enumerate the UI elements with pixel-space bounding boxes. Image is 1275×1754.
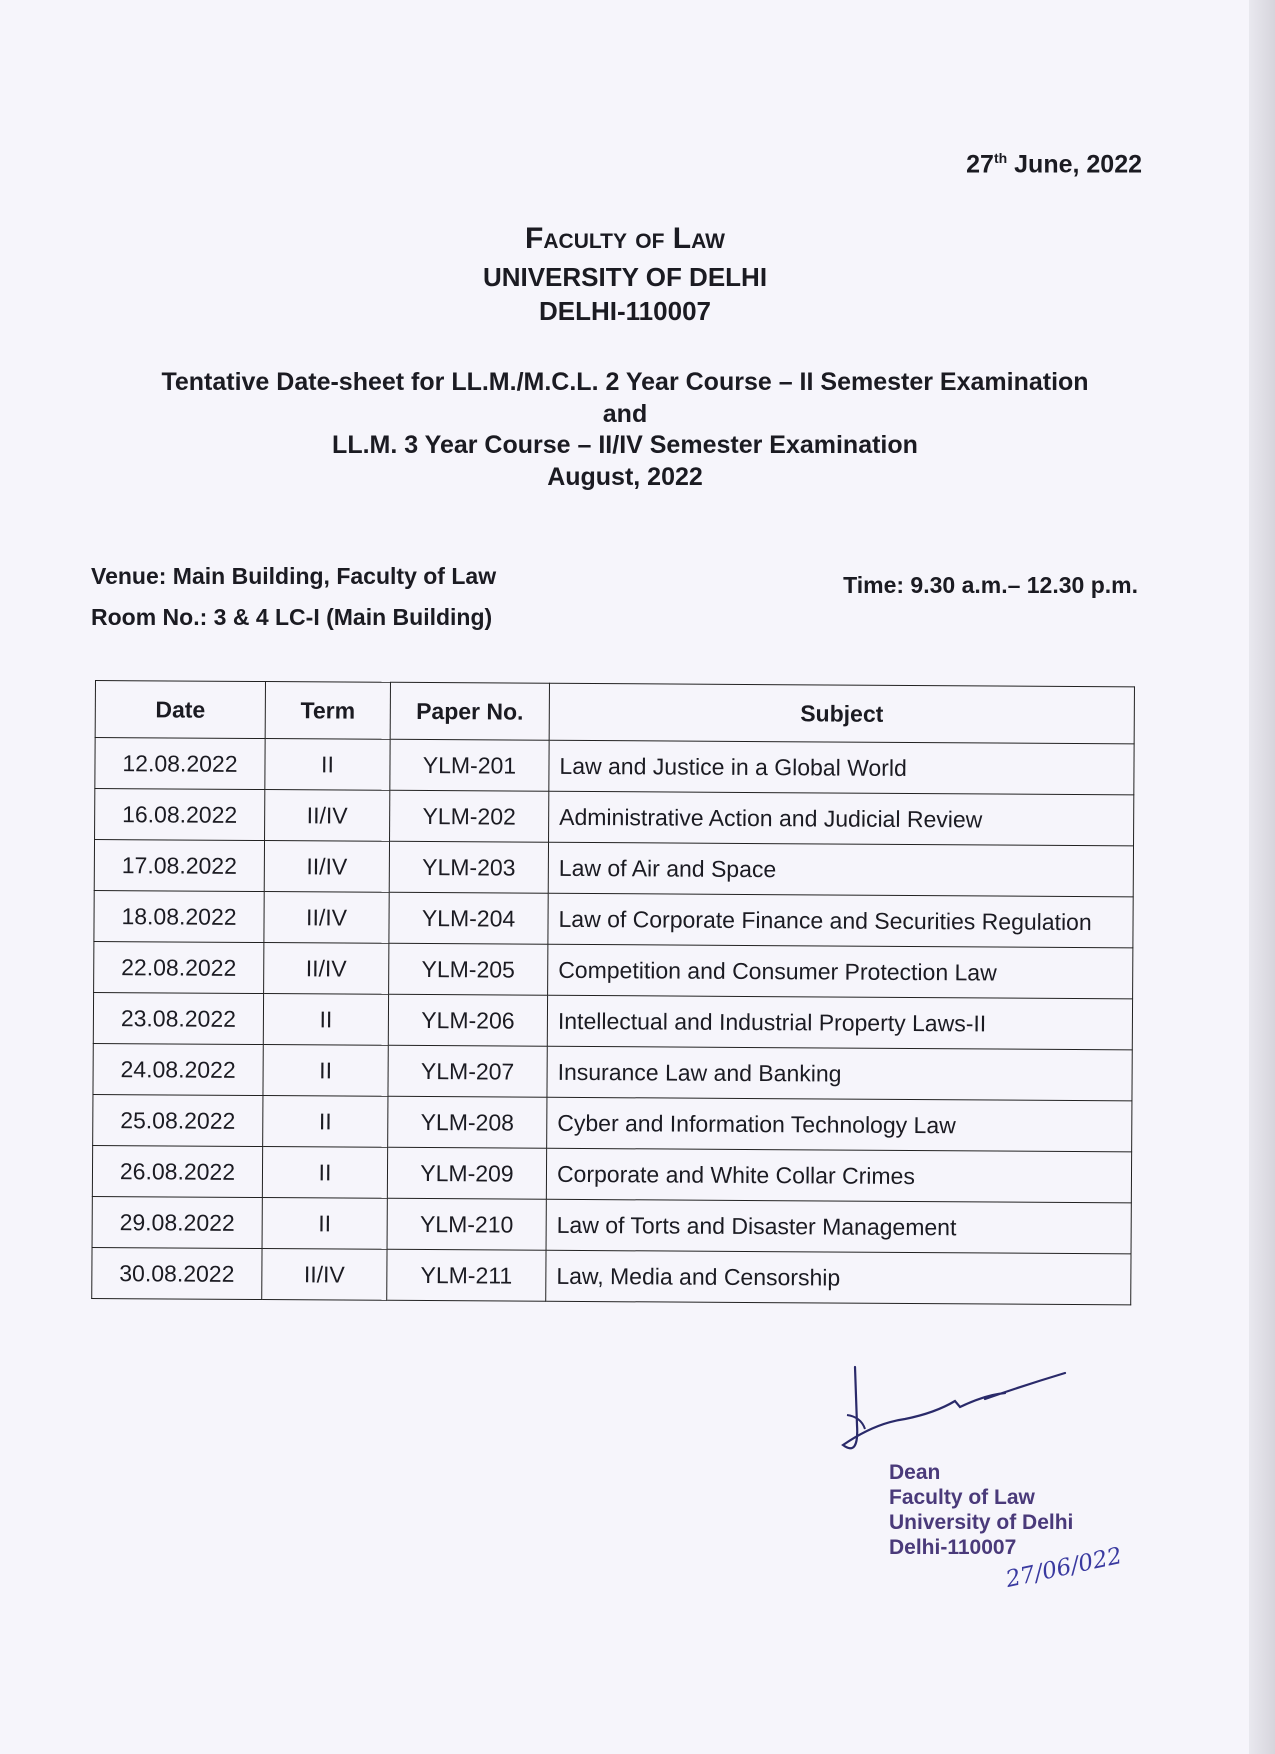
cell-date: 29.08.2022: [92, 1196, 262, 1248]
stamp-line-2: University of Delhi: [889, 1511, 1074, 1534]
cell-subject: Law, Media and Censorship: [546, 1250, 1131, 1305]
cell-paper-no: YLM-204: [389, 892, 548, 944]
table-row: [93, 1043, 1132, 1100]
faculty-heading: Faculty of Law: [525, 222, 725, 255]
cell-subject: Intellectual and Industrial Property Laws-II: [547, 995, 1132, 1050]
cell-term: II: [265, 739, 390, 791]
cell-date: 17.08.2022: [94, 840, 264, 892]
cell-term: II: [263, 1096, 388, 1148]
cell-date: 18.08.2022: [94, 890, 264, 942]
header-term: Term: [265, 682, 390, 740]
cell-term: II/IV: [264, 892, 389, 944]
cell-paper-no: YLM-202: [390, 790, 549, 842]
cell-term: II/IV: [262, 1249, 387, 1301]
cell-date: 23.08.2022: [93, 992, 263, 1044]
handwritten-date: 27/06/022: [1003, 1543, 1125, 1593]
table-header-row: [95, 681, 1134, 744]
cell-paper-no: YLM-203: [389, 841, 548, 893]
header-subject: Subject: [549, 683, 1134, 744]
university-heading: UNIVERSITY OF DELHI: [482, 262, 768, 292]
cell-term: II/IV: [264, 943, 389, 995]
table-row: [93, 1094, 1132, 1151]
cell-paper-no: YLM-207: [388, 1045, 547, 1097]
cell-term: II/IV: [264, 841, 389, 893]
cell-subject: Cyber and Information Technology Law: [547, 1097, 1132, 1152]
table-row: [94, 941, 1133, 998]
cell-subject: Administrative Action and Judicial Review: [549, 791, 1134, 846]
table-row: [94, 890, 1133, 947]
city-heading: DELHI-110007: [539, 296, 711, 326]
venue-text: Venue: Main Building, Faculty of Law: [91, 563, 497, 589]
cell-subject: Corporate and White Collar Crimes: [546, 1148, 1131, 1203]
table-row: [92, 1145, 1131, 1202]
title-line-2: and: [602, 400, 648, 428]
cell-date: 26.08.2022: [92, 1145, 262, 1197]
cell-subject: Competition and Consumer Protection Law: [548, 944, 1133, 999]
title-line-4: August, 2022: [547, 463, 703, 491]
stamp-line-3: Delhi-110007: [889, 1536, 1017, 1559]
cell-paper-no: YLM-208: [388, 1096, 547, 1148]
cell-date: 22.08.2022: [94, 941, 264, 993]
date-sheet-table: [91, 680, 1135, 1305]
cell-date: 24.08.2022: [93, 1043, 263, 1095]
table-row: [95, 789, 1134, 846]
header-paper-no: Paper No.: [390, 682, 549, 740]
cell-term: II: [263, 994, 388, 1046]
table-row: [93, 992, 1132, 1049]
cell-subject: Law of Air and Space: [548, 842, 1133, 897]
cell-paper-no: YLM-211: [387, 1249, 546, 1301]
cell-date: 16.08.2022: [95, 789, 265, 841]
cell-paper-no: YLM-206: [388, 994, 547, 1046]
stamp-line-1: Faculty of Law: [889, 1486, 1035, 1509]
table-row: [92, 1196, 1131, 1253]
dean-signature-icon: [835, 1365, 1075, 1465]
cell-date: 12.08.2022: [95, 738, 265, 790]
table-row: [92, 1247, 1131, 1304]
cell-subject: Law of Corporate Finance and Securities Regulation: [548, 893, 1133, 948]
room-text: Room No.: 3 & 4 LC-I (Main Building): [91, 604, 493, 630]
title-line-1: Tentative Date-sheet for LL.M./M.C.L. 2 Year Course – II Semester Examination: [161, 368, 1089, 396]
cell-term: II: [263, 1045, 388, 1097]
title-line-3: LL.M. 3 Year Course – II/IV Semester Examination: [332, 431, 918, 459]
cell-paper-no: YLM-209: [387, 1147, 546, 1199]
time-text: Time: 9.30 a.m.– 12.30 p.m.: [843, 572, 1138, 598]
cell-subject: Insurance Law and Banking: [547, 1046, 1132, 1101]
table-row: [94, 840, 1133, 897]
document-date: 27th June, 2022: [966, 150, 1142, 179]
cell-term: II: [262, 1147, 387, 1199]
dean-stamp: [889, 1460, 1073, 1560]
table-row: [95, 738, 1134, 795]
cell-term: II: [262, 1198, 387, 1250]
cell-paper-no: YLM-201: [390, 739, 549, 791]
page-edge-shadow: [1249, 0, 1275, 1754]
header-date: Date: [95, 681, 265, 739]
stamp-title: Dean: [889, 1461, 941, 1484]
cell-paper-no: YLM-210: [387, 1198, 546, 1250]
cell-date: 25.08.2022: [93, 1094, 263, 1146]
cell-date: 30.08.2022: [92, 1247, 262, 1299]
cell-paper-no: YLM-205: [389, 943, 548, 995]
cell-term: II/IV: [265, 790, 390, 842]
cell-subject: Law and Justice in a Global World: [549, 740, 1134, 795]
cell-subject: Law of Torts and Disaster Management: [546, 1199, 1131, 1254]
